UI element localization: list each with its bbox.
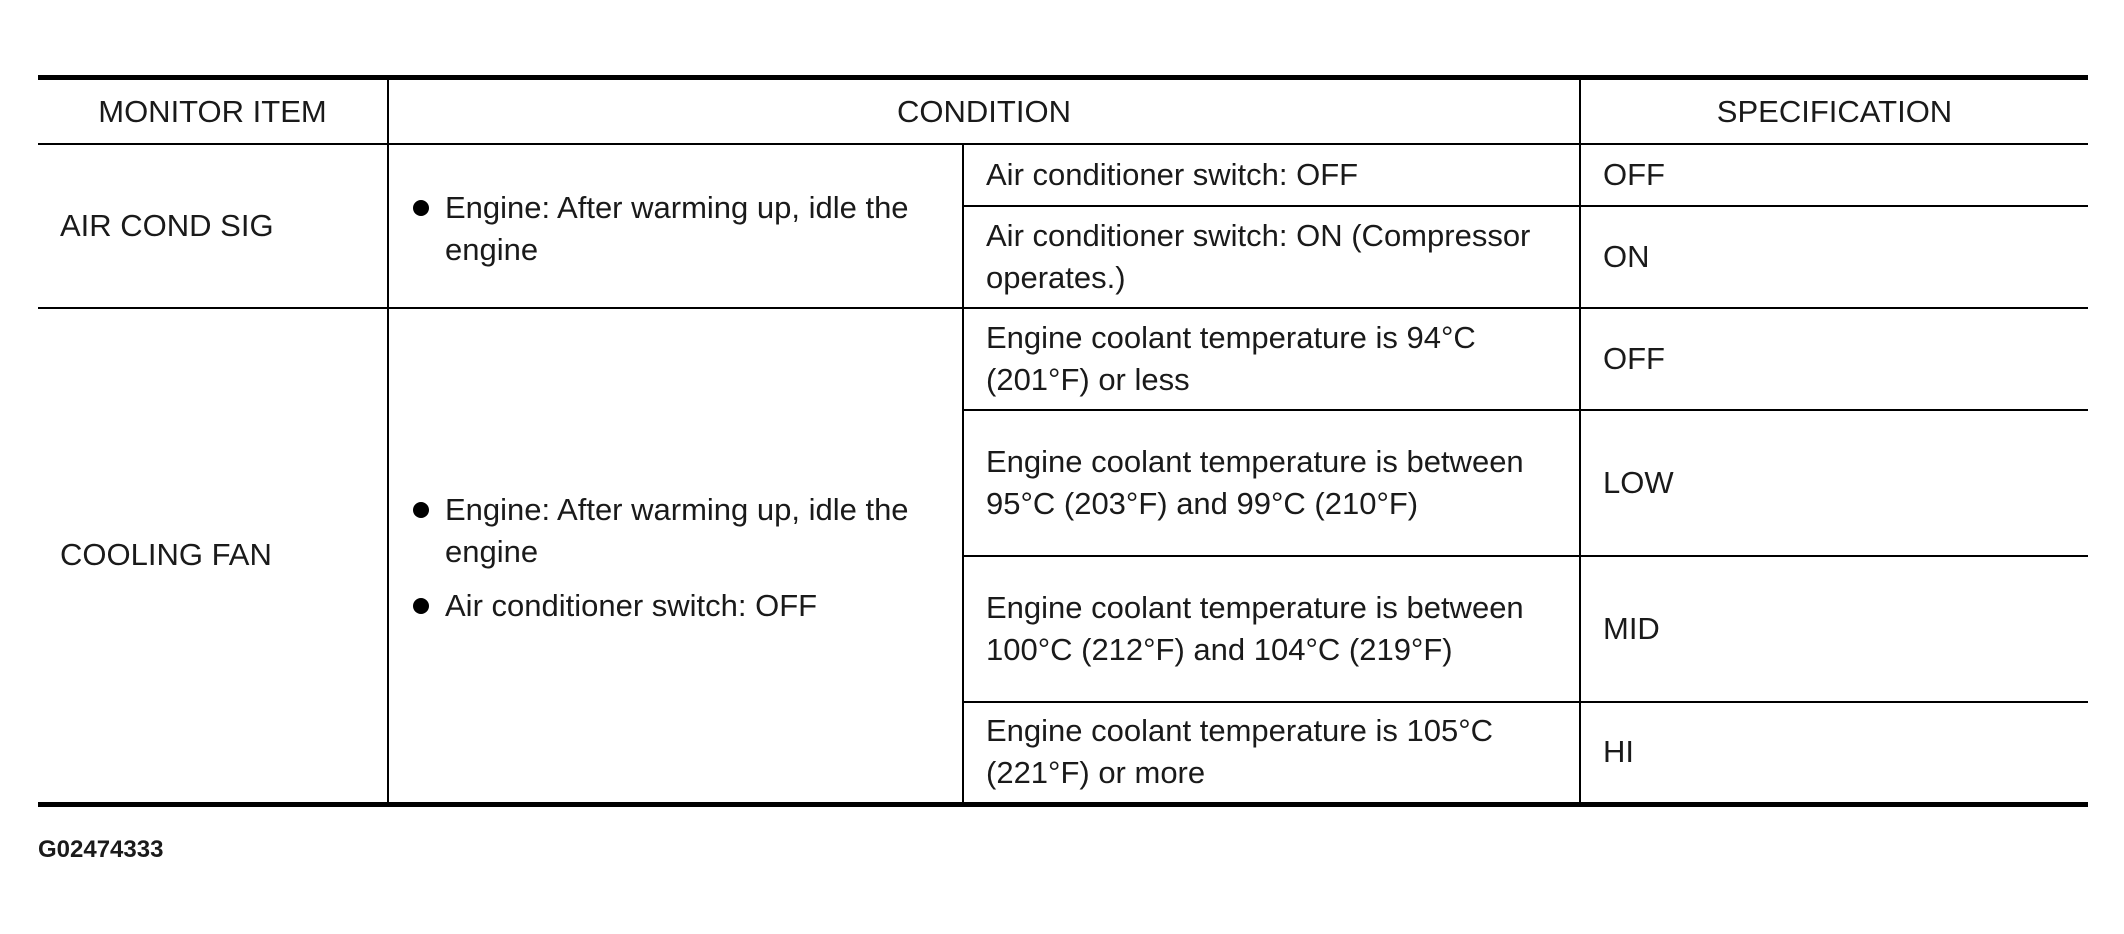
- figure-id-label: G02474333: [38, 836, 164, 863]
- condition-detail-cell: Engine coolant temperature is 105°C (221°F) or more: [963, 702, 1580, 804]
- header-row: [38, 78, 2088, 145]
- bullet-icon: [413, 200, 429, 216]
- condition-text: Engine: After warming up, idle the engine: [445, 492, 909, 570]
- condition-text: Engine: After warming up, idle the engine: [445, 190, 909, 267]
- specification-cell: HI: [1580, 702, 2088, 804]
- condition-detail-cell: Engine coolant temperature is between 100°C (212°F) and 104°C (219°F): [963, 556, 1580, 702]
- header-monitor-item: MONITOR ITEM: [38, 78, 388, 145]
- header-specification: SPECIFICATION: [1580, 78, 2088, 145]
- bullet-icon: [413, 502, 429, 518]
- header-condition: CONDITION: [388, 78, 1580, 145]
- condition-item: [411, 489, 940, 573]
- condition-detail-cell: Engine coolant temperature is 94°C (201°F) or less: [963, 308, 1580, 410]
- specification-cell: OFF: [1580, 308, 2088, 410]
- bullet-icon: [413, 598, 429, 614]
- condition-cell: [388, 308, 963, 804]
- monitor-item-cell: AIR COND SIG: [38, 144, 388, 308]
- specification-cell: OFF: [1580, 144, 2088, 206]
- table-row: [38, 308, 2088, 410]
- condition-list: [411, 187, 940, 271]
- specification-cell: MID: [1580, 556, 2088, 702]
- condition-item: [411, 585, 940, 627]
- condition-detail-cell: Air conditioner switch: OFF: [963, 144, 1580, 206]
- condition-cell: [388, 144, 963, 308]
- monitor-item-cell: COOLING FAN: [38, 308, 388, 804]
- condition-item: [411, 187, 940, 271]
- condition-text: Air conditioner switch: OFF: [445, 588, 818, 624]
- condition-detail-cell: Engine coolant temperature is between 95°C (203°F) and 99°C (210°F): [963, 410, 1580, 556]
- specification-cell: LOW: [1580, 410, 2088, 556]
- table-row: [38, 144, 2088, 206]
- condition-detail-cell: Air conditioner switch: ON (Compressor operates.): [963, 206, 1580, 308]
- condition-list: [411, 489, 940, 627]
- monitor-spec-table: [38, 75, 2088, 807]
- specification-cell: ON: [1580, 206, 2088, 308]
